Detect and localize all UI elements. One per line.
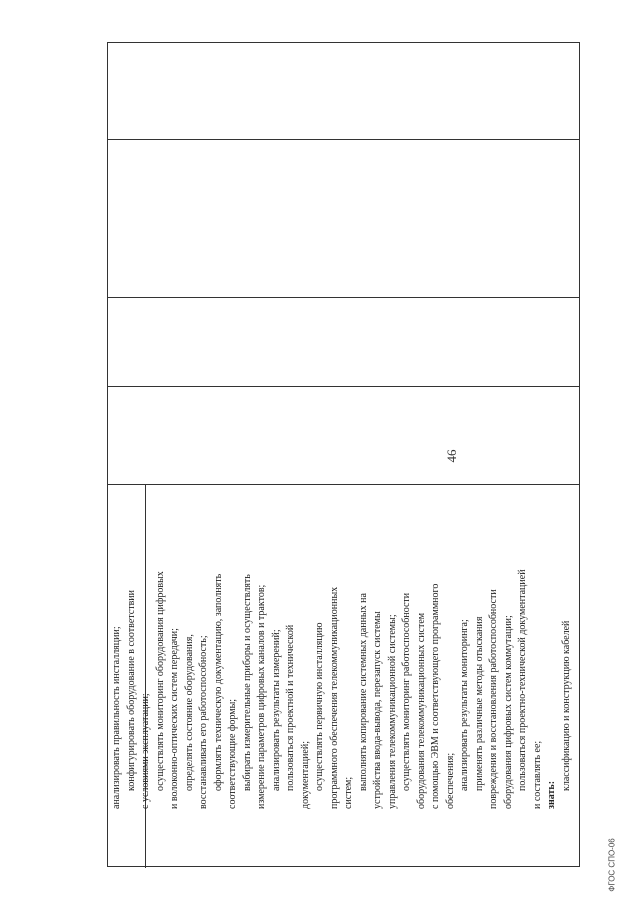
cell-line: систем; — [343, 776, 354, 809]
cell-line: оборудования телекоммуникационных систем — [415, 612, 427, 809]
skills-text — [108, 484, 580, 813]
footer-label: ФГОС СПО-06 — [607, 838, 617, 892]
cell-line: осуществлять первичную инсталляцию — [314, 622, 325, 791]
row-divider — [108, 386, 579, 387]
cell-line: обеспечения; — [444, 752, 456, 809]
cell-line: выполнять копирование системных данных на — [357, 593, 369, 791]
cell-line: и составлять ее; — [531, 740, 543, 809]
cell-line: повреждения и восстановления работоспособности — [488, 589, 499, 809]
cell-line: с помощью ЭВМ и соответствующего программного — [430, 583, 441, 809]
cell-line: оформлять техническую документацию, заполнять — [212, 573, 224, 791]
cell-line: измерение параметров цифровых каналов и трактов; — [256, 584, 267, 809]
cell-line: восстанавливать его работоспособность; — [198, 635, 209, 809]
skills-cell — [108, 484, 580, 813]
cell-line: анализировать результаты измерений; — [270, 629, 282, 791]
row-divider — [108, 297, 579, 298]
cell-line: пользоваться проектно-технической документацией — [517, 569, 528, 791]
cell-line: классификацию и конструкцию кабелей — [560, 620, 572, 791]
cell-line: управления телекоммуникационной системы; — [386, 614, 398, 809]
page-number: 46 — [444, 449, 459, 463]
cell-line: оборудования цифровых систем коммутации; — [502, 615, 514, 809]
cell-line: конфигурировать оборудование в соответствии — [125, 590, 137, 791]
cell-line: соответствующие формы; — [227, 698, 238, 809]
cell-line: и волоконно-оптических систем передачи; — [169, 628, 180, 809]
cell-line: осуществлять мониторинг оборудования цифровых — [154, 571, 166, 791]
cell-line: программного обеспечения телекоммуникационных — [328, 586, 340, 809]
cell-line: осуществлять мониторинг работоспособности — [401, 592, 412, 791]
cell-line: выбирать измерительные приборы и осуществлять — [241, 574, 253, 791]
cell-line: определять состояние оборудования, — [183, 634, 195, 791]
cell-line: знать: — [546, 780, 557, 809]
cell-line: документацией; — [299, 741, 311, 809]
cell-line: пользоваться проектной и технической — [285, 624, 296, 791]
cell-line: устройства ввода-вывода, перезапуск системы — [372, 611, 383, 809]
cell-line: анализировать правильность инсталляции; — [111, 626, 122, 809]
row-divider — [108, 139, 579, 140]
cell-line: анализировать результаты мониторинга; — [459, 619, 470, 791]
cell-line: применять различные методы отыскания — [473, 616, 485, 791]
cell-line: с условиями эксплуатации; — [140, 693, 151, 809]
